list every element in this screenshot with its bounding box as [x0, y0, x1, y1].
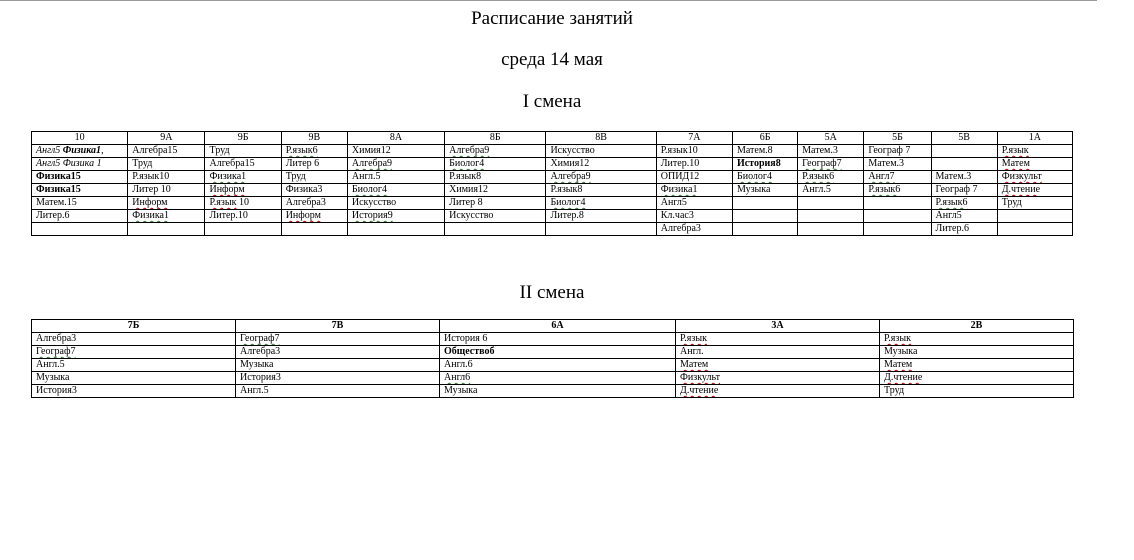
cell-text: Музыка: [884, 346, 918, 357]
table-cell: [281, 158, 347, 171]
cell-text: Музыка: [240, 359, 274, 370]
table-cell: [205, 197, 281, 210]
cell-text: Литер.10: [209, 210, 248, 221]
table-cell: [347, 197, 444, 210]
column-header: 8Б: [445, 132, 546, 145]
table-cell: [205, 171, 281, 184]
table-cell: [32, 145, 128, 158]
column-header: 9В: [281, 132, 347, 145]
column-header: 8А: [347, 132, 444, 145]
table-row: [32, 171, 1073, 184]
cell-text: Англ.: [680, 346, 704, 357]
cell-text: Литер 8: [449, 197, 483, 208]
cell-text: Р.язык6: [802, 171, 835, 182]
column-header: 7Б: [32, 320, 236, 333]
table-cell: [546, 158, 656, 171]
shift-2-schedule-table: [31, 319, 1074, 398]
table-cell: [347, 158, 444, 171]
cell-text: Биолог4: [449, 158, 485, 169]
cell-text: Алгебра15: [209, 158, 255, 169]
cell-text: Англ.6: [444, 359, 473, 370]
cell-text: Литер.8: [550, 210, 584, 221]
table-cell: [864, 223, 931, 236]
table-row: [32, 333, 1074, 346]
table-cell: [864, 210, 931, 223]
cell-text: Химия12: [351, 145, 391, 156]
cell-text: История3: [240, 372, 281, 383]
cell-text: Химия12: [449, 184, 489, 195]
table-cell: [546, 145, 656, 158]
cell-text: Англ5: [36, 145, 63, 156]
cell-text: Искусство: [449, 210, 494, 221]
table-cell: [32, 385, 236, 398]
table-cell: [347, 210, 444, 223]
cell-text: Географ 7: [935, 184, 978, 195]
column-header: 7В: [236, 320, 440, 333]
table-row: [32, 197, 1073, 210]
page-title: Расписание занятий: [471, 8, 633, 29]
cell-text: Географ7: [802, 158, 842, 169]
cell-text: Биолог4: [351, 184, 387, 195]
table-cell: [676, 333, 880, 346]
column-header: 8В: [546, 132, 656, 145]
cell-text: Литер 10: [132, 184, 171, 195]
table-row: [32, 359, 1074, 372]
table-cell: [546, 171, 656, 184]
cell-text: Музыка: [736, 184, 771, 195]
cell-text: Литер 6: [285, 158, 320, 169]
table-cell: [931, 210, 997, 223]
table-cell: [676, 372, 880, 385]
table-cell: [347, 145, 444, 158]
cell-text: Англ5: [935, 210, 962, 221]
cell-text: Физика1: [660, 184, 698, 195]
cell-text: Матем: [680, 359, 709, 370]
cell-text: Физкульт: [1001, 171, 1042, 182]
cell-text: Матем.3: [868, 158, 905, 169]
cell-text: История3: [36, 385, 77, 396]
table-cell: [236, 333, 440, 346]
cell-text: Р.язык10: [132, 171, 170, 182]
table-cell: [445, 223, 546, 236]
table-header-row: [32, 132, 1073, 145]
table-cell: [445, 158, 546, 171]
schedule-date: среда 14 мая: [501, 49, 603, 70]
table-cell: [656, 184, 732, 197]
table-cell: [732, 171, 797, 184]
table-cell: [931, 197, 997, 210]
cell-text: Англ7: [868, 171, 895, 182]
table-cell: [656, 171, 732, 184]
table-cell: [931, 145, 997, 158]
table-row: [32, 385, 1074, 398]
cell-text: Англ.5: [351, 171, 381, 182]
table-cell: [656, 223, 732, 236]
table-cell: [440, 372, 676, 385]
cell-text: Алгебра9: [550, 171, 591, 182]
table-cell: [656, 210, 732, 223]
table-cell: [880, 346, 1074, 359]
table-cell: [236, 359, 440, 372]
cell-text: Информ: [209, 184, 245, 195]
cell-text: Искусство: [550, 145, 595, 156]
table-cell: [798, 223, 864, 236]
table-cell: [864, 158, 931, 171]
table-cell: [32, 372, 236, 385]
cell-text: История9: [351, 210, 393, 221]
table-cell: [931, 158, 997, 171]
table-cell: [732, 210, 797, 223]
table-cell: [440, 385, 676, 398]
column-header: 5А: [798, 132, 864, 145]
column-header: 6Б: [732, 132, 797, 145]
cell-text: Алгебра3: [660, 223, 701, 234]
table-cell: [676, 385, 880, 398]
cell-text: Географ7: [36, 346, 76, 357]
table-cell: [798, 171, 864, 184]
table-cell: [205, 223, 281, 236]
table-cell: [997, 171, 1072, 184]
cell-text: Р.язык10: [660, 145, 698, 156]
cell-text: Физика15: [36, 184, 81, 195]
table-cell: [732, 223, 797, 236]
table-cell: [445, 171, 546, 184]
cell-text: Д.чтение: [884, 372, 923, 383]
column-header: 3А: [676, 320, 880, 333]
column-header: 9А: [128, 132, 205, 145]
table-cell: [205, 184, 281, 197]
cell-text: Р.язык6: [868, 184, 901, 195]
table-cell: [440, 333, 676, 346]
cell-text: Кл.час3: [660, 210, 694, 221]
table-cell: [128, 197, 205, 210]
table-cell: [656, 158, 732, 171]
table-cell: [347, 171, 444, 184]
table-cell: [880, 372, 1074, 385]
table-cell: [445, 197, 546, 210]
table-cell: [997, 210, 1072, 223]
table-cell: [546, 210, 656, 223]
table-cell: [732, 145, 797, 158]
table-cell: [128, 223, 205, 236]
table-cell: [864, 145, 931, 158]
cell-text: Англ.5: [36, 359, 65, 370]
cell-text: Труд: [884, 385, 905, 396]
page-top-border: [0, 0, 1097, 1]
shift-2-heading: II смена: [519, 282, 585, 303]
table-cell: [281, 171, 347, 184]
table-cell: [281, 223, 347, 236]
cell-text: Матем: [1001, 158, 1030, 169]
table-cell: [281, 145, 347, 158]
cell-text: История8: [736, 158, 781, 169]
table-cell: [347, 184, 444, 197]
column-header: 9Б: [205, 132, 281, 145]
table-cell: [546, 197, 656, 210]
table-cell: [997, 184, 1072, 197]
cell-text: Матем.8: [736, 145, 773, 156]
cell-text: Англ5: [660, 197, 687, 208]
table-row: [32, 210, 1073, 223]
cell-text: Англ5 Физика 1: [36, 158, 102, 169]
column-header: 10: [32, 132, 128, 145]
column-header: 2В: [880, 320, 1074, 333]
shift-1-schedule-table: [31, 131, 1073, 236]
table-cell: [32, 333, 236, 346]
cell-text: Географ7: [240, 333, 280, 344]
table-row: [32, 346, 1074, 359]
table-cell: [997, 197, 1072, 210]
table-cell: [440, 346, 676, 359]
cell-text: Д.чтение: [1001, 184, 1041, 195]
table-cell: [32, 184, 128, 197]
cell-text: Р.язык: [884, 333, 911, 344]
column-header: 6А: [440, 320, 676, 333]
cell-text: Алгебра3: [285, 197, 326, 208]
table-cell: [656, 197, 732, 210]
cell-text: Р.язык: [680, 333, 707, 344]
cell-text: Труд: [285, 171, 306, 182]
cell-text: Музыка: [36, 372, 70, 383]
cell-text: Р.язык6: [935, 197, 968, 208]
table-cell: [32, 223, 128, 236]
cell-text: Матем.15: [36, 197, 77, 208]
cell-text: Матем.3: [935, 171, 972, 182]
table-cell: [128, 210, 205, 223]
table-cell: [236, 346, 440, 359]
table-cell: [931, 184, 997, 197]
cell-text: Труд: [209, 145, 230, 156]
table-cell: [656, 145, 732, 158]
table-cell: [128, 145, 205, 158]
cell-text: Труд: [1001, 197, 1022, 208]
cell-text: Физика1: [209, 171, 247, 182]
table-cell: [445, 145, 546, 158]
cell-text: Алгебра3: [36, 333, 77, 344]
table-cell: [798, 158, 864, 171]
table-cell: [32, 210, 128, 223]
shift-1-heading: I смена: [522, 91, 582, 112]
table-row: [32, 145, 1073, 158]
cell-text: Физика1: [132, 210, 169, 221]
cell-text: Обществоб: [444, 346, 495, 357]
table-cell: [798, 184, 864, 197]
cell-text: 10: [236, 197, 249, 208]
cell-text: Литер.10: [660, 158, 700, 169]
table-cell: [880, 385, 1074, 398]
cell-text: Р.язык: [1001, 145, 1029, 156]
table-cell: [281, 210, 347, 223]
table-cell: [880, 333, 1074, 346]
table-cell: [440, 359, 676, 372]
cell-text: ,: [101, 145, 104, 156]
table-cell: [864, 197, 931, 210]
cell-text: Биолог4: [550, 197, 586, 208]
cell-text: Литер.6: [935, 223, 969, 234]
cell-text: Искусство: [351, 197, 397, 208]
cell-text: История 6: [444, 333, 488, 344]
cell-text: Матем.3: [802, 145, 838, 156]
table-cell: [997, 158, 1072, 171]
cell-text: Информ: [132, 197, 168, 208]
table-cell: [32, 197, 128, 210]
column-header: 7А: [656, 132, 732, 145]
table-cell: [997, 223, 1072, 236]
table-cell: [32, 359, 236, 372]
table-cell: [236, 372, 440, 385]
table-header-row: [32, 320, 1074, 333]
table-cell: [128, 184, 205, 197]
table-cell: [546, 223, 656, 236]
table-cell: [205, 158, 281, 171]
table-row: [32, 158, 1073, 171]
cell-text: Р.язык8: [550, 184, 583, 195]
table-cell: [32, 171, 128, 184]
cell-text: Географ 7: [868, 145, 911, 156]
table-row: [32, 184, 1073, 197]
cell-text: Англ6: [444, 372, 471, 383]
table-cell: [732, 158, 797, 171]
cell-text: Музыка: [444, 385, 478, 396]
table-cell: [128, 171, 205, 184]
table-cell: [864, 171, 931, 184]
cell-text: Информ: [285, 210, 321, 221]
cell-text: Англ.5: [802, 184, 831, 195]
table-cell: [128, 158, 205, 171]
cell-text: Физика1: [62, 145, 102, 156]
table-cell: [347, 223, 444, 236]
cell-text: Алгебра9: [449, 145, 490, 156]
table-cell: [236, 385, 440, 398]
table-cell: [798, 197, 864, 210]
cell-text: Физика15: [36, 171, 81, 182]
table-cell: [676, 359, 880, 372]
table-cell: [997, 145, 1072, 158]
table-cell: [445, 210, 546, 223]
cell-text: Химия12: [550, 158, 590, 169]
table-row: [32, 372, 1074, 385]
table-cell: [546, 184, 656, 197]
table-cell: [931, 171, 997, 184]
cell-text: Р.язык8: [449, 171, 482, 182]
table-cell: [205, 145, 281, 158]
cell-text: Биолог4: [736, 171, 773, 182]
table-row: [32, 223, 1073, 236]
cell-text: Р.язык: [209, 197, 237, 208]
cell-text: Р.язык6: [285, 145, 318, 156]
cell-text: Алгебра9: [351, 158, 393, 169]
table-cell: [32, 158, 128, 171]
column-header: 5Б: [864, 132, 931, 145]
table-cell: [798, 145, 864, 158]
table-cell: [281, 184, 347, 197]
table-cell: [32, 346, 236, 359]
cell-text: ОПИД12: [660, 171, 700, 182]
column-header: 5В: [931, 132, 997, 145]
table-cell: [281, 197, 347, 210]
cell-text: Алгебра3: [240, 346, 281, 357]
cell-text: Физкульт: [680, 372, 721, 383]
table-cell: [732, 184, 797, 197]
table-cell: [205, 210, 281, 223]
cell-text: Алгебра15: [132, 145, 178, 156]
table-cell: [676, 346, 880, 359]
table-cell: [864, 184, 931, 197]
table-cell: [445, 184, 546, 197]
column-header: 1А: [997, 132, 1072, 145]
cell-text: Д.чтение: [680, 385, 719, 396]
cell-text: Матем: [884, 359, 913, 370]
cell-text: Англ.5: [240, 385, 269, 396]
table-cell: [931, 223, 997, 236]
cell-text: Физика3: [285, 184, 323, 195]
cell-text: Литер.6: [36, 210, 70, 221]
table-cell: [798, 210, 864, 223]
cell-text: Труд: [132, 158, 153, 169]
table-cell: [880, 359, 1074, 372]
table-cell: [732, 197, 797, 210]
